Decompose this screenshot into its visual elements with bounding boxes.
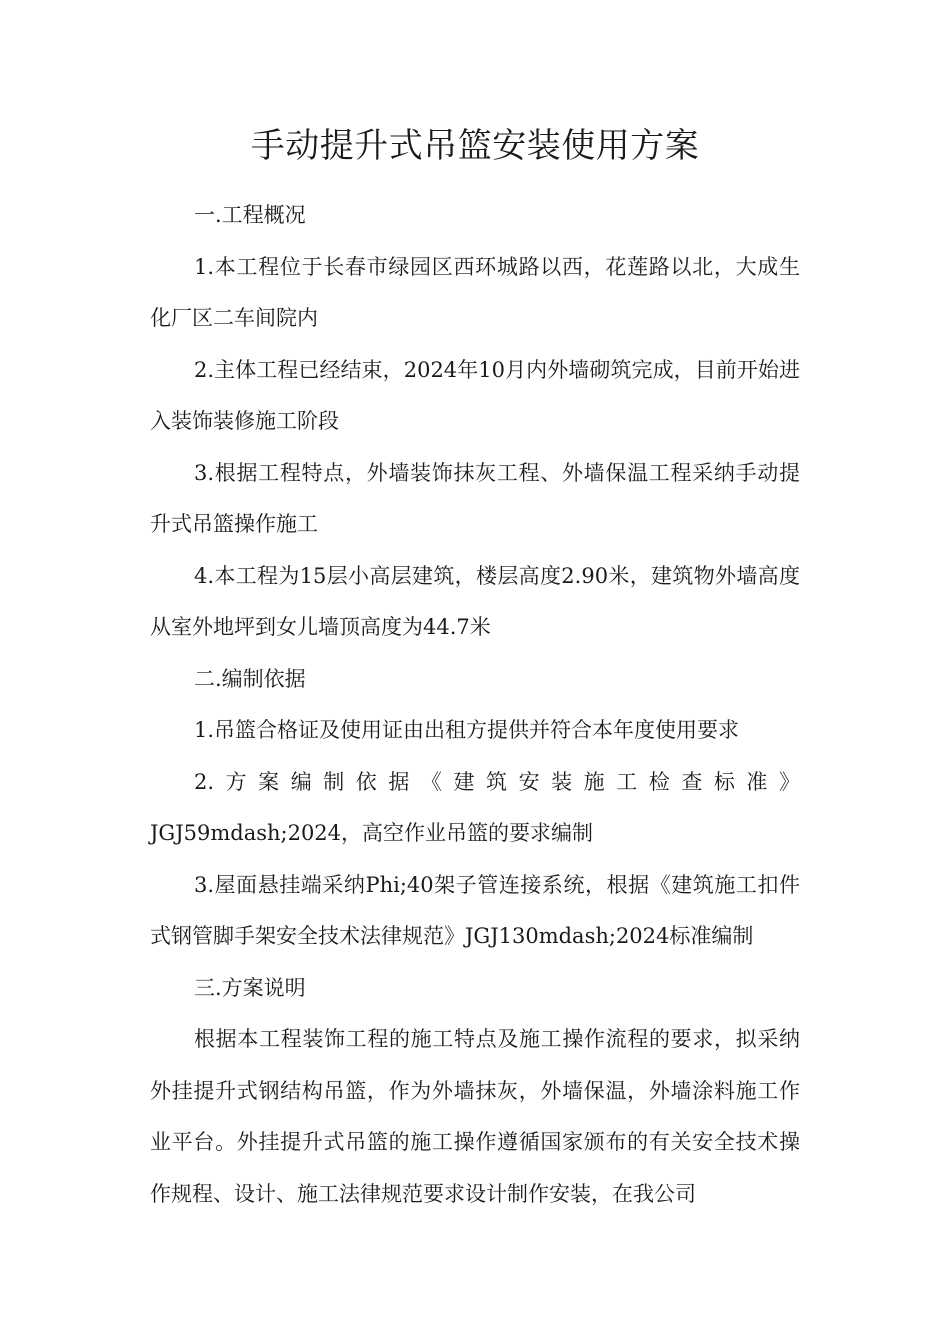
section-heading-explanation: 三.方案说明 [194, 975, 306, 1000]
paragraph: 2.方案编制依据《建筑安装施工检查标准》JGJ59mdash;2024，高空作业吊篮的要求编制 [150, 769, 800, 845]
paragraph: 1.本工程位于长春市绿园区西环城路以西，花莲路以北，大成生化厂区二车间院内 [150, 254, 800, 330]
paragraph: 1.吊篮合格证及使用证由出租方提供并符合本年度使用要求 [194, 718, 740, 742]
paragraph: 根据本工程装饰工程的施工特点及施工操作流程的要求，拟采纳外挂提升式钢结构吊篮，作为外墙抹灰，外墙保温，外墙涂料施工作业平台。外挂提升式吊篮的施工操作遵循国家颁布的有关安全技术操作规程、设计、施工法律规范要求设计制作安装，在我公司 [150, 1027, 800, 1206]
document-title: 手动提升式吊篮安装使用方案 [250, 126, 700, 166]
section-heading-basis: 二.编制依据 [194, 666, 306, 691]
paragraph: 2.主体工程已经结束，2024年10月内外墙砌筑完成，目前开始进入装饰装修施工阶段 [150, 357, 800, 433]
section-heading-overview: 一.工程概况 [194, 203, 306, 227]
paragraph: 3.根据工程特点，外墙装饰抹灰工程、外墙保温工程采纳手动提升式吊篮操作施工 [150, 460, 800, 536]
document-body [150, 190, 800, 1220]
paragraph: 3.屋面悬挂端采纳Phi;40架子管连接系统，根据《建筑施工扣件式钢管脚手架安全技术法律规范》JGJ130mdash;2024标准编制 [150, 872, 800, 948]
paragraph: 4.本工程为15层小高层建筑，楼层高度2.90米，建筑物外墙高度从室外地坪到女儿墙顶高度为44.7米 [150, 563, 800, 639]
